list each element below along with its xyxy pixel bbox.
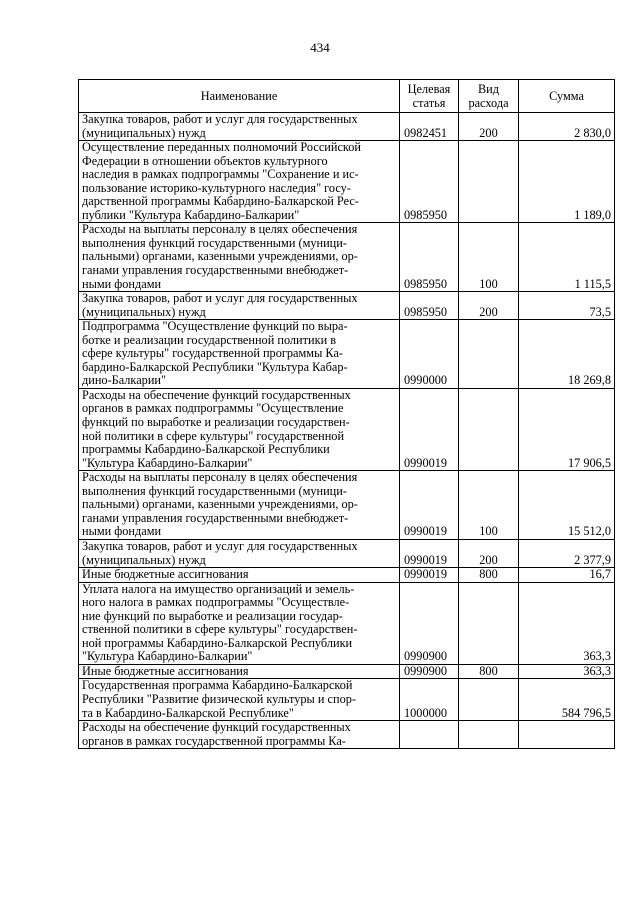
row-name-line: Расходы на обеспечение функций государственных [82,387,351,402]
header-code-line2: статья [412,96,446,110]
row-target-article: 1000000 [400,679,459,721]
row-target-article: 0990000 [400,320,459,389]
header-name: Наименование [79,80,400,113]
row-name-line: "Культура Кабардино-Балкарии" [82,455,253,470]
row-name-line: пальными) органами, казенными учреждениями, ор- [82,497,358,512]
row-name-line: ной политики в сфере культуры" государственной [82,428,345,443]
row-sum: 363,3 [519,664,615,679]
row-sum [519,721,615,749]
header-sum: Сумма [519,80,615,113]
row-expense-type: 200 [459,113,519,141]
table-row [79,292,615,320]
row-target-article: 0985950 [400,292,459,320]
row-name-line: (муниципальных) нужд [82,125,206,140]
row-sum: 363,3 [519,582,615,664]
row-name-line: Подпрограмма "Осуществление функций по выра- [82,319,348,334]
row-target-article: 0982451 [400,113,459,141]
budget-table [78,79,615,749]
row-name-line: Закупка товаров, работ и услуг для государственных [82,112,358,126]
row-target-article: 0990900 [400,664,459,679]
row-name-line: "Культура Кабардино-Балкарии" [82,649,253,664]
table-row [79,664,615,679]
table-row [79,388,615,470]
row-target-article [400,721,459,749]
row-name-line: Республики "Развитие физической культуры и спор- [82,691,356,706]
row-name-line: ственной политики в сфере культуры" государствен- [82,622,358,637]
table-row [79,320,615,389]
header-target-article [400,80,459,113]
table-body [79,113,615,749]
table-row [79,141,615,223]
row-name-line: та в Кабардино-Балкарской Республике" [82,705,294,720]
row-name-line: функций по выработке и реализации государствен- [82,415,350,430]
row-name-line: ного налога в рамках подпрограммы "Осуществле- [82,595,350,610]
row-name-line: пальными) органами, казенными учреждениями, ор- [82,249,358,264]
row-target-article: 0990900 [400,582,459,664]
row-target-article: 0990019 [400,471,459,540]
row-name [79,141,400,223]
row-name [79,568,400,583]
row-name-line: ганами управления государственными внебюджет- [82,510,349,525]
row-name-line: Осуществление переданных полномочий Российской [82,140,361,155]
row-expense-type [459,141,519,223]
row-expense-type: 800 [459,568,519,583]
row-name-line: дино-Балкарии" [82,373,167,388]
row-name-line: ганами управления государственными внебюджет- [82,263,349,278]
row-expense-type [459,679,519,721]
row-name-line: Расходы на выплаты персоналу в целях обеспечения [82,470,358,485]
table-row [79,679,615,721]
row-expense-type: 200 [459,292,519,320]
row-name-line: ными фондами [82,524,162,539]
page-number: 434 [310,40,330,55]
row-expense-type: 100 [459,471,519,540]
row-expense-type [459,582,519,664]
table-row [79,471,615,540]
row-name-line: Уплата налога на имущество организаций и земель- [82,581,355,596]
table-row [79,582,615,664]
row-name-line: Закупка товаров, работ и услуг для государственных [82,291,358,306]
row-target-article: 0990019 [400,539,459,567]
row-name-line: (муниципальных) нужд [82,552,206,567]
row-name-line: сфере культуры" государственной программы Ка- [82,346,343,361]
row-name-line: ными фондами [82,276,162,291]
row-name [79,471,400,540]
row-name-line: наследия в рамках подпрограммы "Сохранение и ис- [82,167,359,182]
row-name-line: дарственной программы Кабардино-Балкарской Рес- [82,194,359,209]
row-name-line: публики "Культура Кабардино-Балкарии" [82,207,300,222]
row-sum: 73,5 [519,292,615,320]
header-kind-line1: Вид [477,82,500,96]
row-target-article: 0985950 [400,141,459,223]
row-name-line: Расходы на обеспечение функций государственных [82,720,351,735]
row-expense-type [459,721,519,749]
row-sum: 2 377,9 [519,539,615,567]
row-name-line: бардино-Балкарской Республики "Культура Кабар- [82,359,348,374]
row-name-line: ботке и реализации государственной политики в [82,332,337,347]
row-name [79,223,400,292]
table-row [79,721,615,749]
row-sum: 18 269,8 [519,320,615,389]
row-name-line: ной программы Кабардино-Балкарской Республики [82,635,353,650]
table-row [79,223,615,292]
row-expense-type: 100 [459,223,519,292]
row-name-line: (муниципальных) нужд [82,304,206,319]
row-name [79,679,400,721]
row-name-line: органов в рамках подпрограммы "Осуществление [82,401,344,416]
row-expense-type [459,388,519,470]
row-name-line: Федерации в отношении объектов культурного [82,153,328,168]
header-kind-line2: расхода [468,96,509,110]
row-name-line: Расходы на выплаты персоналу в целях обеспечения [82,222,358,237]
table-header [79,80,615,113]
row-target-article: 0990019 [400,388,459,470]
row-name-line: Иные бюджетные ассигнования [82,567,249,582]
row-name [79,388,400,470]
table-row [79,113,615,141]
row-sum: 1 115,5 [519,223,615,292]
row-name [79,113,400,141]
row-sum: 2 830,0 [519,113,615,141]
row-target-article: 0990019 [400,568,459,583]
row-sum: 16,7 [519,568,615,583]
row-name-line: Иные бюджетные ассигнования [82,663,249,678]
row-name-line: выполнения функций государственными (муници- [82,235,347,250]
row-name [79,539,400,567]
header-row [79,80,615,113]
row-sum: 17 906,5 [519,388,615,470]
row-sum: 15 512,0 [519,471,615,540]
row-name-line: Государственная программа Кабардино-Балкарской [82,678,353,693]
table-row [79,568,615,583]
table-row [79,539,615,567]
row-name-line: пользование историко-культурного наследия" госу- [82,180,351,195]
row-sum: 1 189,0 [519,141,615,223]
row-target-article: 0985950 [400,223,459,292]
row-expense-type: 800 [459,664,519,679]
row-name [79,664,400,679]
row-name-line: ние функций по выработке и реализации государ- [82,608,343,623]
row-name [79,320,400,389]
row-sum: 584 796,5 [519,679,615,721]
row-name-line: Закупка товаров, работ и услуг для государственных [82,538,358,553]
row-name-line: органов в рамках государственной программы Ка- [82,733,346,748]
row-expense-type [459,320,519,389]
header-expense-type [459,80,519,113]
header-code-line1: Целевая [407,82,451,96]
row-expense-type: 200 [459,539,519,567]
row-name-line: программы Кабардино-Балкарской Республики [82,442,330,457]
row-name [79,721,400,749]
row-name [79,582,400,664]
row-name [79,292,400,320]
row-name-line: выполнения функций государственными (муници- [82,483,347,498]
